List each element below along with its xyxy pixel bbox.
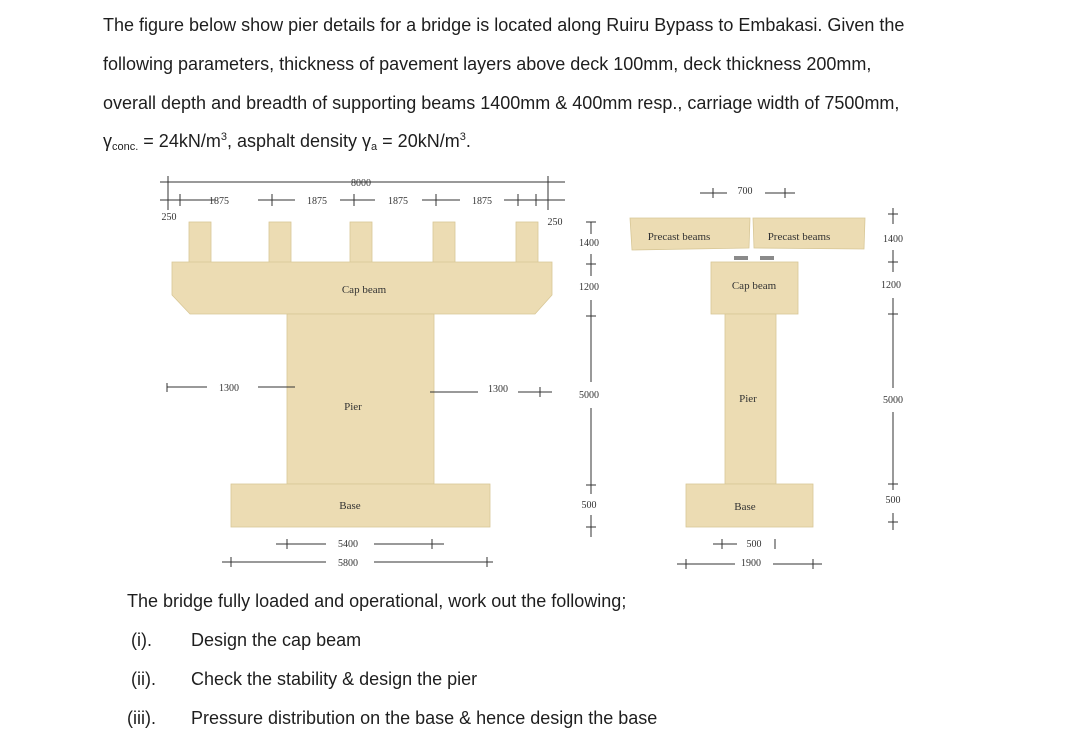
dim-spacing-1: 1875: [209, 196, 229, 207]
dim-side-top: 700: [737, 186, 753, 197]
girder-3: [350, 222, 372, 264]
dim-top-total: 8000: [351, 178, 371, 189]
dim-height-base: 500: [581, 500, 597, 511]
dim-side-height-beam: 1400: [883, 234, 903, 245]
girder-2: [269, 222, 291, 264]
front-pier: [287, 314, 434, 484]
dim-edge-right: 250: [547, 217, 563, 228]
side-elevation: [630, 186, 903, 569]
task-num-1: (i).: [131, 630, 152, 650]
sentence-end: .: [465, 131, 471, 151]
dim-side-pier-width: 500: [746, 539, 762, 550]
gamma-subscript: conc.: [112, 141, 139, 153]
intro-line-3: overall depth and breadth of supporting beams 1400mm & 400mm resp., carriage width of 7500mm,: [103, 93, 900, 113]
task-num-2: (ii).: [131, 669, 156, 689]
asphalt-subscript: a: [371, 141, 378, 153]
dim-side-height-pier: 5000: [883, 395, 903, 406]
task-text-2: Check the stability & design the pier: [191, 669, 478, 689]
girder-5: [516, 222, 538, 264]
side-base-label: Base: [734, 501, 756, 513]
asphalt-density: = 20kN/m: [377, 131, 460, 151]
bearing-pad-left: [734, 256, 748, 260]
side-cap-label: Cap beam: [731, 280, 777, 292]
dim-spacing-3: 1875: [388, 196, 408, 207]
task-num-3: (iii).: [127, 708, 156, 728]
dim-pier-offset-right: 1300: [488, 384, 508, 395]
gamma-symbol: γ: [103, 131, 112, 151]
front-elevation: [160, 176, 599, 569]
dim-height-cap: 1200: [579, 282, 599, 293]
dim-spacing-4: 1875: [472, 196, 492, 207]
front-cap-label: Cap beam: [341, 284, 387, 296]
dim-height-pier: 5000: [579, 390, 599, 401]
unit-power: 3: [220, 131, 227, 143]
unit-power: 3: [459, 131, 466, 143]
bearing-pad-right: [760, 256, 774, 260]
dim-side-base-width: 1900: [741, 558, 761, 569]
task-intro: The bridge fully loaded and operational, work out the following;: [127, 591, 627, 611]
conc-density: = 24kN/m: [138, 131, 221, 151]
asphalt-text: , asphalt density γ: [226, 131, 372, 151]
intro-line-1: The figure below show pier details for a bridge is located along Ruiru Bypass to Embakasi. Given the: [103, 15, 905, 35]
dim-base-width: 5800: [338, 558, 358, 569]
task-text-1: Design the cap beam: [191, 630, 362, 650]
girder-1: [189, 222, 211, 264]
dim-pier-width: 5400: [338, 539, 358, 550]
front-base-label: Base: [339, 500, 361, 512]
front-pier-label: Pier: [344, 401, 362, 413]
girder-4: [433, 222, 455, 264]
dim-spacing-2: 1875: [307, 196, 327, 207]
dim-edge-left: 250: [161, 212, 177, 223]
intro-line-2: following parameters, thickness of pavement layers above deck 100mm, deck thickness 200mm,: [103, 54, 872, 74]
dim-height-beam: 1400: [579, 238, 599, 249]
dim-side-height-base: 500: [885, 495, 901, 506]
side-beam-left-label: Precast beams: [647, 231, 711, 243]
side-beam-right-label: Precast beams: [767, 231, 831, 243]
side-pier-label: Pier: [739, 393, 757, 405]
dim-side-height-cap: 1200: [881, 280, 901, 291]
dim-pier-offset-left: 1300: [219, 383, 239, 394]
task-text-3: Pressure distribution on the base & hence design the base: [191, 708, 658, 728]
